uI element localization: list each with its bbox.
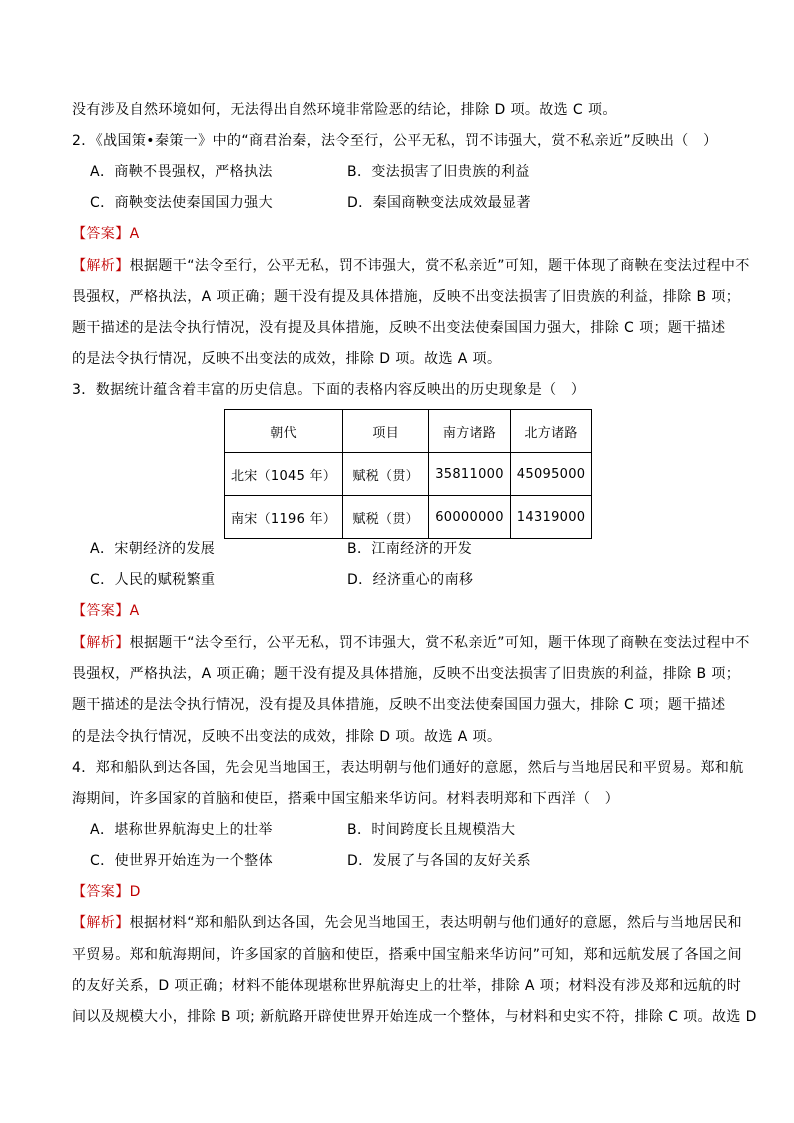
q3-analysis-label: 【解析】 (72, 635, 130, 651)
q4-analysis-line-1 (72, 913, 743, 933)
q3-analysis-line-4: 的是法令执行情况，反映不出变法的成效，排除 D 项。故选 A 项。 (72, 729, 502, 745)
table-header-cell: 北方诸路 (510, 410, 592, 453)
q4-analysis-text-1: 根据材料“郑和船队到达各国，先会见当地国王，表达明朝与他们通好的意愿，然后与当地居民和 (129, 915, 743, 931)
q4-option-a: A．堪称世界航海史上的壮举 (90, 822, 273, 838)
table-cell: 北宋（1045 年） (225, 453, 343, 496)
table-cell: 35811000 (429, 453, 511, 496)
table-header-row (225, 410, 592, 453)
q3-answer-value: A (129, 603, 140, 619)
table-cell: 赋税（贯） (343, 496, 429, 539)
table-header-cell: 项目 (343, 410, 429, 453)
table-cell: 南宋（1196 年） (225, 496, 343, 539)
q2-option-b: B．变法损害了旧贵族的利益 (347, 164, 530, 180)
q2-analysis-text-1: 根据题干“法令至行，公平无私，罚不讳强大，赏不私亲近”可知，题干体现了商鞅在变法过程中不 (129, 258, 750, 274)
table-header-cell: 南方诸路 (429, 410, 511, 453)
q4-analysis-label: 【解析】 (72, 915, 130, 931)
q3-answer (72, 601, 724, 621)
q4-stem-line-1: 4．郑和船队到达各国，先会见当地国王，表达明朝与他们通好的意愿，然后与当地居民和平贸易。郑和航 (72, 760, 744, 776)
table-cell: 60000000 (429, 496, 511, 539)
q3-option-b: B．江南经济的开发 (347, 541, 473, 557)
q4-answer-label: 【答案】 (72, 884, 130, 900)
q3-analysis-text-1: 根据题干“法令至行，公平无私，罚不讳强大，赏不私亲近”可知，题干体现了商鞅在变法过程中不 (129, 635, 750, 651)
q4-option-d: D．发展了与各国的友好关系 (347, 853, 531, 869)
q2-analysis-line-3: 题干描述的是法令执行情况，没有提及具体措施，反映不出变法使秦国国力强大，排除 C 项；题干描述 (72, 320, 726, 336)
q2-analysis-line-2: 畏强权，严格执法，A 项正确；题干没有提及具体措施，反映不出变法损害了旧贵族的利益，排除 B 项； (72, 289, 741, 305)
q4-analysis-line-4: 间以及规模大小，排除 B 项; 新航路开辟使世界开始连成一个整体，与材料和史实不符，排除 C 项。故选 D (72, 1009, 757, 1025)
q3-analysis-line-1 (72, 633, 750, 653)
q2-analysis-line-1 (72, 256, 750, 276)
q3-data-table (224, 409, 592, 539)
q3-option-d: D．经济重心的南移 (347, 572, 474, 588)
q3-option-a: A．宋朝经济的发展 (90, 541, 216, 557)
q4-analysis-line-2: 平贸易。郑和航海期间，许多国家的首脑和使臣，搭乘中国宝船来华访问”可知，郑和远航发展了各国之间 (72, 947, 743, 963)
q4-stem-line-2: 海期间，许多国家的首脑和使臣，搭乘中国宝船来华访问。材料表明郑和下西洋（ ） (72, 791, 620, 807)
q4-option-b: B．时间跨度长且规模浩大 (347, 822, 516, 838)
q4-analysis-line-3: 的友好关系，D 项正确；材料不能体现堪称世界航海史上的壮举，排除 A 项；材料没有涉及郑和远航的时 (72, 978, 742, 994)
q3-analysis-line-3: 题干描述的是法令执行情况，没有提及具体措施，反映不出变法使秦国国力强大，排除 C 项；题干描述 (72, 697, 726, 713)
table-row (225, 496, 592, 539)
q2-stem: 2．《战国策•秦策一》中的“商君治秦，法令至行，公平无私，罚不讳强大，赏不私亲近”反映出（ ） (72, 133, 718, 149)
q3-analysis-line-2: 畏强权，严格执法，A 项正确；题干没有提及具体措施，反映不出变法损害了旧贵族的利益，排除 B 项； (72, 666, 741, 682)
table-cell: 赋税（贯） (343, 453, 429, 496)
q3-stem: 3．数据统计蕴含着丰富的历史信息。下面的表格内容反映出的历史现象是（ ） (72, 382, 586, 398)
q2-answer-label: 【答案】 (72, 226, 130, 242)
q4-answer-value: D (129, 884, 141, 900)
table-cell: 45095000 (510, 453, 592, 496)
q2-analysis-line-4: 的是法令执行情况，反映不出变法的成效，排除 D 项。故选 A 项。 (72, 351, 502, 367)
q4-option-c: C．使世界开始连为一个整体 (90, 853, 273, 869)
q2-option-d: D．秦国商鞅变法成效最显著 (347, 195, 531, 211)
q1-explanation-tail: 没有涉及自然环境如何，无法得出自然环境非常险恶的结论，排除 D 项。故选 C 项。 (72, 102, 617, 118)
q2-analysis-label: 【解析】 (72, 258, 130, 274)
q4-answer (72, 882, 724, 902)
q2-option-c: C．商鞅变法使秦国国力强大 (90, 195, 273, 211)
table-header-cell: 朝代 (225, 410, 343, 453)
table-row (225, 453, 592, 496)
q2-answer-value: A (129, 226, 140, 242)
q3-option-c: C．人民的赋税繁重 (90, 572, 216, 588)
table-cell: 14319000 (510, 496, 592, 539)
q3-answer-label: 【答案】 (72, 603, 130, 619)
q2-option-a: A．商鞅不畏强权，严格执法 (90, 164, 273, 180)
q2-answer (72, 224, 724, 244)
